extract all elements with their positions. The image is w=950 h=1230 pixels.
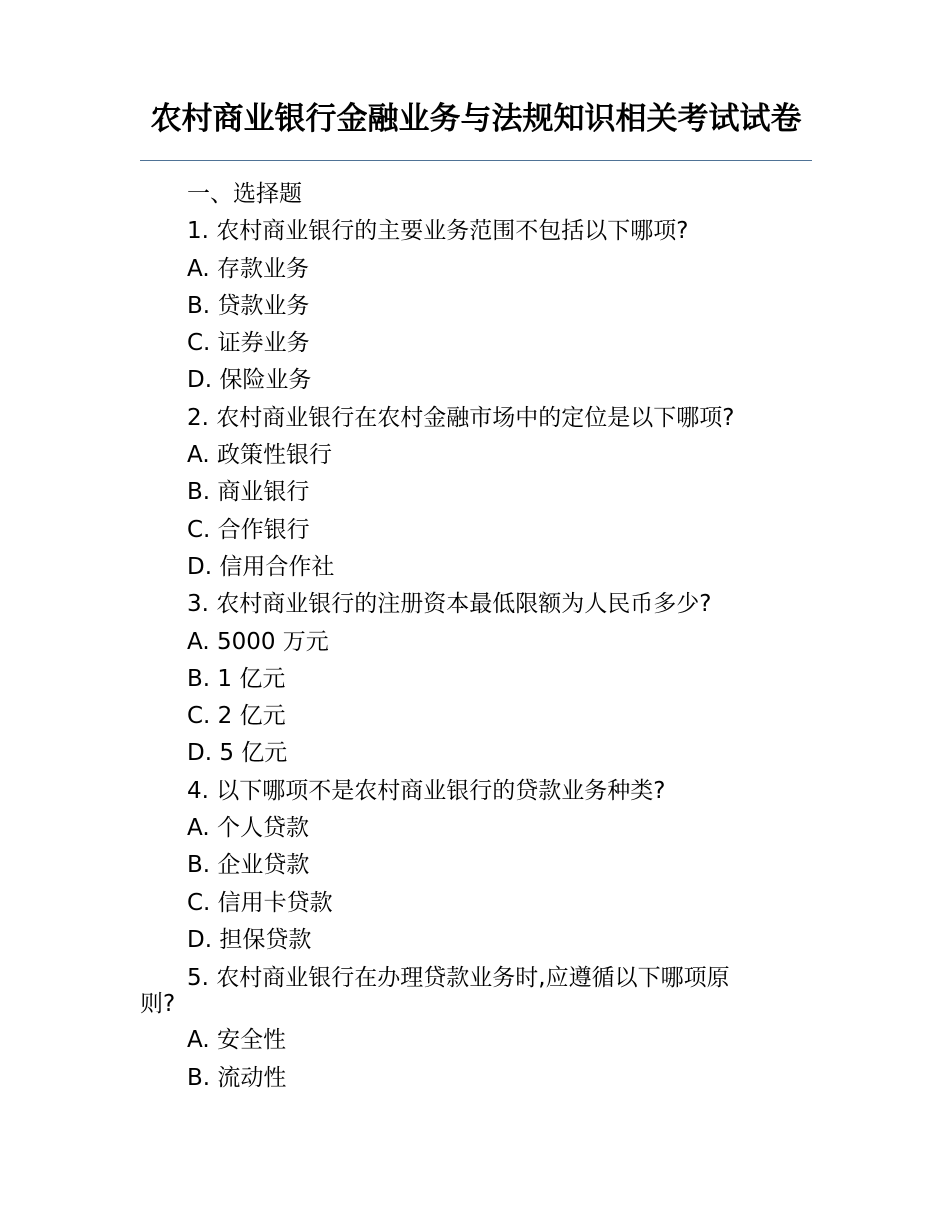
question-5-line-1: 5. 农村商业银行在办理贷款业务时,应遵循以下哪项原 xyxy=(187,965,730,992)
answer-option: B. 流动性 xyxy=(187,1064,287,1091)
question-5-line-2: 则? xyxy=(140,991,176,1018)
document-body xyxy=(140,176,812,1097)
question-text: 3. 农村商业银行的注册资本最低限额为人民币多少? xyxy=(187,591,712,618)
question-text: 4. 以下哪项不是农村商业银行的贷款业务种类? xyxy=(187,777,666,804)
answer-option: D. 5 亿元 xyxy=(187,740,288,767)
answer-option: C. 2 亿元 xyxy=(187,703,286,730)
answer-option: D. 信用合作社 xyxy=(187,553,335,580)
title-underline xyxy=(140,160,812,161)
section-heading: 一、选择题 xyxy=(187,181,302,207)
answer-option: A. 安全性 xyxy=(187,1027,286,1054)
answer-option: B. 企业贷款 xyxy=(187,852,310,879)
answer-option: B. 1 亿元 xyxy=(187,665,286,692)
document-title: 农村商业银行金融业务与法规知识相关考试试卷 xyxy=(150,101,802,137)
answer-option: C. 合作银行 xyxy=(187,516,310,543)
answer-option: C. 信用卡贷款 xyxy=(187,889,333,916)
answer-option: D. 担保贷款 xyxy=(187,926,312,953)
answer-option: B. 贷款业务 xyxy=(187,292,310,319)
question-list xyxy=(140,213,812,959)
answer-option: D. 保险业务 xyxy=(187,367,312,394)
answer-option: A. 政策性银行 xyxy=(187,442,332,469)
answer-option: A. 个人贷款 xyxy=(187,815,309,842)
question-text: 2. 农村商业银行在农村金融市场中的定位是以下哪项? xyxy=(187,404,735,431)
answer-option: A. 存款业务 xyxy=(187,255,309,282)
answer-option: C. 证券业务 xyxy=(187,330,310,357)
question-5-options xyxy=(140,1022,812,1097)
question-5 xyxy=(140,959,812,1022)
answer-option: A. 5000 万元 xyxy=(187,628,329,655)
question-text: 1. 农村商业银行的主要业务范围不包括以下哪项? xyxy=(187,218,689,245)
answer-option: B. 商业银行 xyxy=(187,479,310,506)
